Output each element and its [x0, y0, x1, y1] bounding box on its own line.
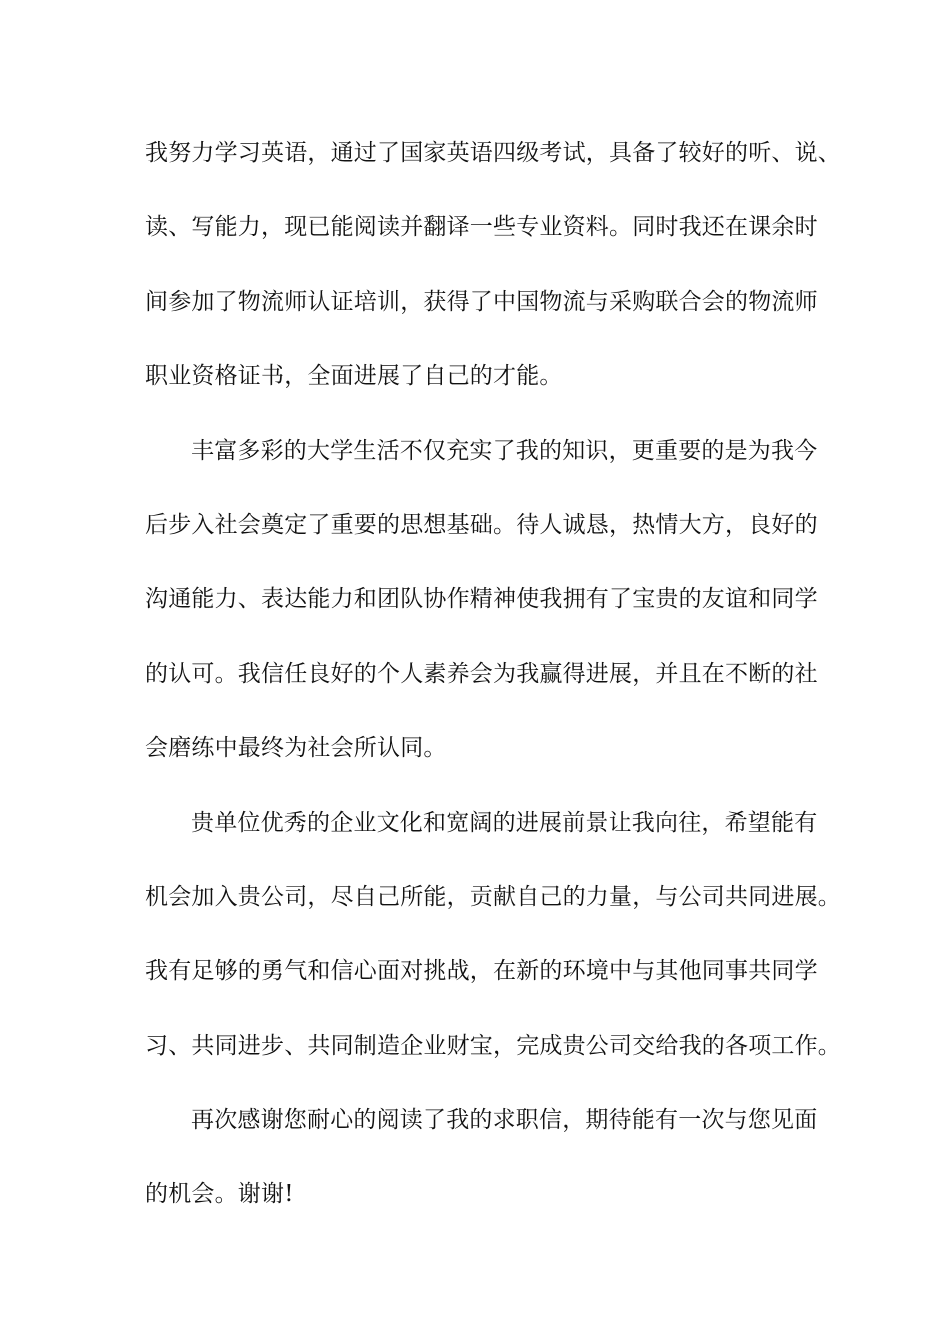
text-line: 我努力学习英语，通过了国家英语四级考试，具备了较好的听、说、	[145, 140, 841, 166]
letter-body	[145, 130, 841, 1246]
paragraph-first-line: 再次感谢您耐心的阅读了我的求职信，期待能有一次与您见面	[191, 1107, 818, 1134]
text-line: 间参加了物流师认证培训，获得了中国物流与采购联合会的物流师	[145, 288, 818, 315]
paragraph-first-line: 贵单位优秀的企业文化和宽阔的进展前景让我向往，希望能有	[191, 809, 818, 836]
text-line: 习、共同进步、共同制造企业财宝，完成贵公司交给我的各项工作。	[145, 1032, 841, 1059]
text-line: 的机会。谢谢!	[145, 1181, 294, 1208]
text-line: 职业资格证书，全面进展了自己的才能。	[145, 363, 563, 390]
text-line: 沟通能力、表达能力和团队协作精神使我拥有了宝贵的友谊和同学	[145, 586, 818, 613]
text-line: 我有足够的勇气和信心面对挑战，在新的环境中与其他同事共同学	[145, 958, 818, 985]
text-line: 机会加入贵公司，尽自己所能，贡献自己的力量，与公司共同进展。	[145, 883, 841, 910]
paragraph-first-line: 丰富多彩的大学生活不仅充实了我的知识，更重要的是为我今	[191, 437, 818, 464]
text-line: 后步入社会奠定了重要的思想基础。待人诚恳，热情大方，良好的	[145, 511, 818, 538]
text-line: 会磨练中最终为社会所认同。	[145, 735, 447, 762]
text-line: 读、写能力，现已能阅读并翻译一些专业资料。同时我还在课余时	[145, 214, 818, 241]
text-line: 的认可。我信任良好的个人素养会为我赢得进展，并且在不断的社	[145, 660, 818, 687]
